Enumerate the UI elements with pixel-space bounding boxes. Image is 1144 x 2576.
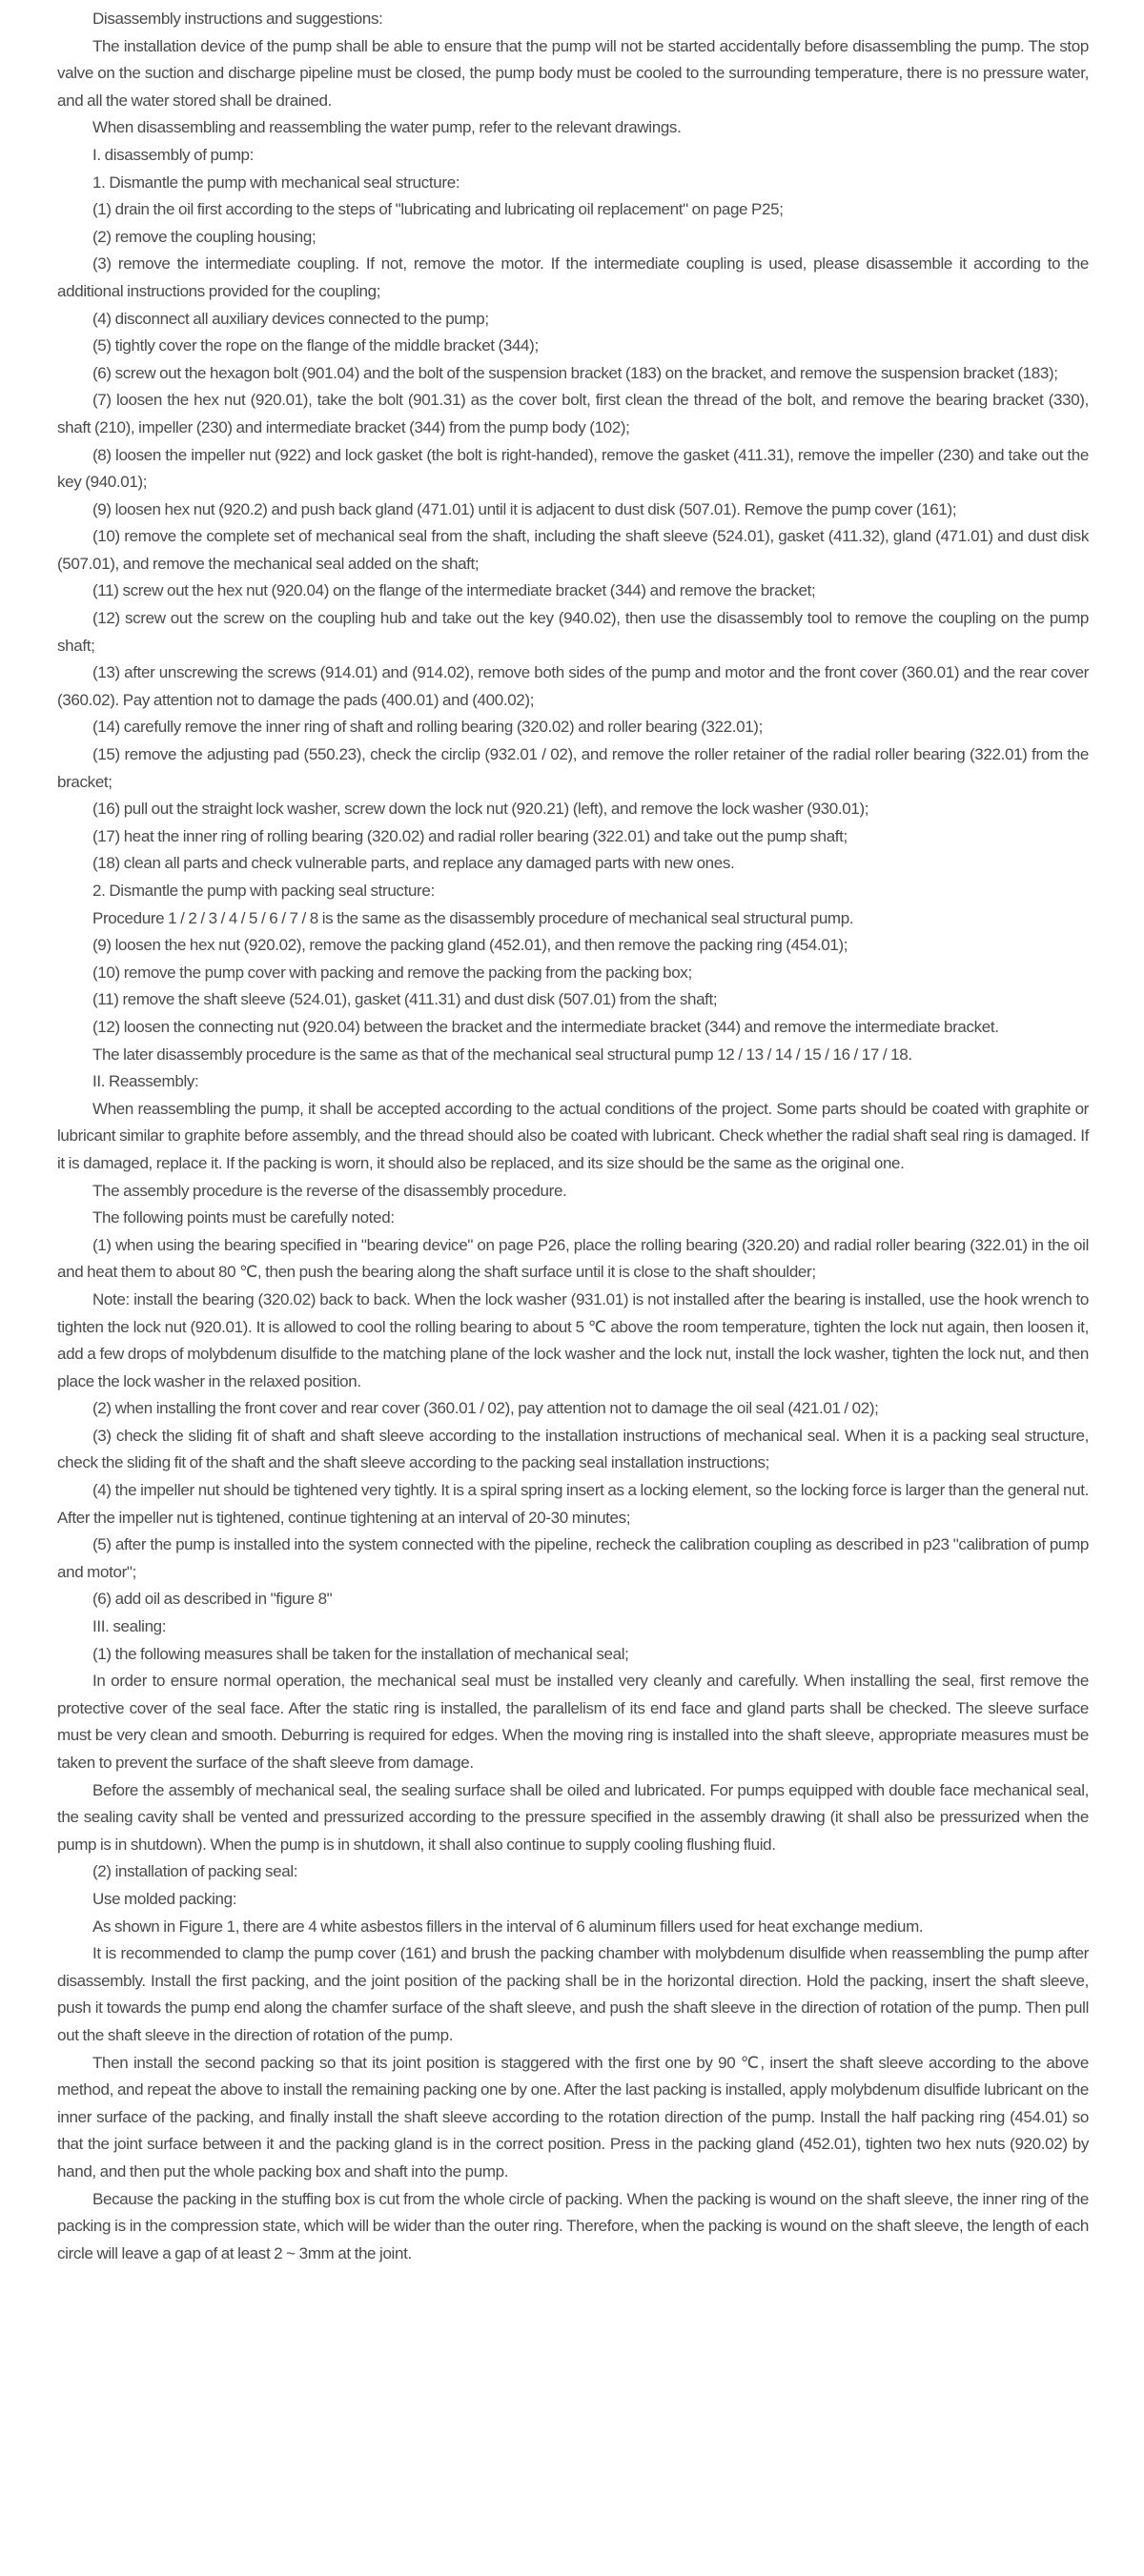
note-paragraph: Note: install the bearing (320.02) back to back. When the lock washer (931.01) is not installed after the bearing is installed, use the hook wrench to tighten the lock nut (920.01). It is allowed to cool the rolling bearing to about 5 ℃ above the room temperature, tighten the lock nut again, then loosen it, add a few drops of molybdenum disulfide to the matching plane of the lock washer and the lock nut, install the lock washer, tighten the lock nut, and then place the lock washer in the relaxed position.: [57, 1289, 1089, 1390]
paragraph: As shown in Figure 1, there are 4 white asbestos fillers in the interval of 6 aluminum fillers used for heat exchange medium.: [92, 1917, 924, 1936]
list-item: (2) remove the coupling housing;: [92, 227, 317, 246]
paragraph: Because the packing in the stuffing box is cut from the whole circle of packing. When the packing is wound on the shaft sleeve, the inner ring of the packing is in the compression state, which will be wider than the outer ring. Therefore, when the packing is wound on the shaft sleeve, the length of each circle will leave a gap of at least 2 ~ 3mm at the joint.: [57, 2189, 1089, 2262]
section-heading: II. Reassembly:: [92, 1072, 199, 1091]
list-item: (18) clean all parts and check vulnerable parts, and replace any damaged parts with new ones.: [92, 854, 735, 873]
list-item: (2) installation of packing seal:: [92, 1862, 298, 1881]
paragraph: Before the assembly of mechanical seal, the sealing surface shall be oiled and lubricated. For pumps equipped with double face mechanical seal, the sealing cavity shall be vented and pressurized according to the pressure specified in the assembly drawing (it shall also be pressurized when the pump is in shutdown). When the pump is in shutdown, it shall also continue to supply cooling flushing fluid.: [57, 1780, 1089, 1854]
paragraph: In order to ensure normal operation, the mechanical seal must be installed very cleanly and carefully. When installing the seal, first remove the protective cover of the seal face. After the static ring is installed, the parallelism of its end face and gland parts shall be checked. The sleeve surface must be very clean and smooth. Deburring is required for edges. When the moving ring is installed into the shaft sleeve, appropriate measures must be taken to prevent the surface of the shaft sleeve from damage.: [57, 1672, 1089, 1772]
list-item: (1) when using the bearing specified in "bearing device" on page P26, place the rolling bearing (320.20) and radial roller bearing (322.01) in the oil and heat them to about 80 ℃, then push the bearing along the shaft surface until it is close to the shaft shoulder;: [57, 1235, 1089, 1282]
list-item: (1) the following measures shall be taken for the installation of mechanical seal;: [92, 1644, 629, 1663]
list-item: (3) check the sliding fit of shaft and shaft sleeve according to the installation instructions of mechanical seal. When it is a packing seal structure, check the sliding fit of the shaft and the shaft sleeve according to the packing seal installation instructions;: [57, 1426, 1089, 1472]
list-item: (1) drain the oil first according to the steps of "lubricating and lubricating oil replacement" on page P25;: [92, 200, 784, 219]
section-heading: I. disassembly of pump:: [92, 145, 255, 164]
list-item: (14) carefully remove the inner ring of shaft and rolling bearing (320.02) and roller bearing (322.01);: [92, 718, 763, 737]
paragraph: It is recommended to clamp the pump cover (161) and brush the packing chamber with molybdenum disulfide when reassembling the pump after disassembly. Install the first packing, and the joint position of the packing shall be in the horizontal direction. Hold the packing, insert the shaft sleeve, push it towards the pump end along the chamfer surface of the shaft sleeve, and push the shaft sleeve in the direction of rotation of the pump. Then pull out the shaft sleeve in the direction of rotation of the pump.: [57, 1944, 1089, 2044]
list-item: (5) tightly cover the rope on the flange of the middle bracket (344);: [92, 336, 539, 355]
paragraph: The installation device of the pump shall be able to ensure that the pump will not be started accidentally before disassembling the pump. The stop valve on the suction and discharge pipeline must be closed, the pump body must be cooled to the surrounding temperature, there is no pressure water, and all the water stored shall be drained.: [57, 36, 1089, 110]
list-item: (10) remove the pump cover with packing and remove the packing from the packing box;: [92, 963, 692, 982]
list-item: (6) add oil as described in "figure 8": [92, 1590, 333, 1609]
list-item: (9) loosen hex nut (920.2) and push back gland (471.01) until it is adjacent to dust disk (507.01). Remove the pump cover (161);: [92, 499, 957, 518]
paragraph: When reassembling the pump, it shall be accepted according to the actual conditions of the project. Some parts should be coated with graphite or lubricant similar to graphite before assembly, and the thread should also be coated with lubricant. Check whether the radial shaft seal ring is damaged. If it is damaged, replace it. If the packing is worn, it should also be replaced, and its size should be the same as the original one.: [57, 1099, 1089, 1172]
list-item: (5) after the pump is installed into the system connected with the pipeline, recheck the calibration coupling as described in p23 "calibration of pump and motor";: [57, 1535, 1089, 1581]
list-item: (16) pull out the straight lock washer, screw down the lock nut (920.21) (left), and remove the lock washer (930.01);: [92, 800, 869, 819]
doc-heading: Disassembly instructions and suggestions:: [92, 10, 383, 28]
paragraph: Then install the second packing so that its joint position is staggered with the first one by 90 ℃, insert the shaft sleeve according to the above method, and repeat the above to install the remaining packing one by one. After the last packing is installed, apply molybdenum disulfide lubricant on the inner surface of the packing, and finally install the shaft sleeve according to the rotation direction of the pump. Install the half packing ring (454.01) so that the joint surface between it and the packing gland is in the correct position. Press in the packing gland (452.01), tighten two hex nuts (920.02) by hand, and then put the whole packing box and shaft into the pump.: [57, 2053, 1089, 2180]
list-item: (8) loosen the impeller nut (922) and lock gasket (the bolt is right-handed), remove the gasket (411.31), remove the impeller (230) and take out the key (940.01);: [57, 445, 1089, 492]
list-item: (15) remove the adjusting pad (550.23), check the circlip (932.01 / 02), and remove the roller retainer of the radial roller bearing (322.01) from the bracket;: [57, 745, 1089, 791]
paragraph: Use molded packing:: [92, 1889, 237, 1908]
list-item: (11) remove the shaft sleeve (524.01), gasket (411.31) and dust disk (507.01) from the shaft;: [92, 990, 718, 1009]
list-item: (11) screw out the hex nut (920.04) on the flange of the intermediate bracket (344) and remove the bracket;: [92, 581, 816, 600]
document-body: [57, 6, 1089, 2267]
list-item: (9) loosen the hex nut (920.02), remove the packing gland (452.01), and then remove the packing ring (454.01);: [92, 936, 848, 955]
list-item: (12) screw out the screw on the coupling hub and take out the key (940.02), then use the disassembly tool to remove the coupling on the pump shaft;: [57, 609, 1089, 655]
list-item: (17) heat the inner ring of rolling bearing (320.02) and radial roller bearing (322.01) and take out the pump shaft;: [92, 826, 848, 845]
paragraph: The later disassembly procedure is the same as that of the mechanical seal structural pump 12 / 13 / 14 / 15 / 16 / 17 / 18.: [92, 1045, 912, 1064]
paragraph: The assembly procedure is the reverse of the disassembly procedure.: [92, 1181, 567, 1200]
subsection-heading: 2. Dismantle the pump with packing seal structure:: [92, 882, 435, 900]
list-item: (2) when installing the front cover and rear cover (360.01 / 02), pay attention not to damage the oil seal (421.01 / 02);: [92, 1399, 879, 1418]
paragraph: The following points must be carefully noted:: [92, 1208, 395, 1227]
subsection-heading: 1. Dismantle the pump with mechanical seal structure:: [92, 172, 460, 192]
list-item: (3) remove the intermediate coupling. If not, remove the motor. If the intermediate coupling is used, please disassemble it according to the additional instructions provided for the coupling;: [57, 254, 1089, 300]
list-item: (12) loosen the connecting nut (920.04) between the bracket and the intermediate bracket (344) and remove the intermediate bracket.: [92, 1017, 999, 1036]
list-item: (10) remove the complete set of mechanical seal from the shaft, including the shaft sleeve (524.01), gasket (411.32), gland (471.01) and dust disk (507.01), and remove the mechanical seal added on the shaft;: [57, 527, 1089, 573]
section-heading: III. sealing:: [92, 1617, 167, 1636]
paragraph: When disassembling and reassembling the water pump, refer to the relevant drawings.: [92, 118, 682, 137]
list-item: (7) loosen the hex nut (920.01), take the bolt (901.31) as the cover bolt, first clean the thread of the bolt, and remove the bearing bracket (330), shaft (210), impeller (230) and intermediate bracket (344) from the pump body (102);: [57, 391, 1089, 436]
list-item: (13) after unscrewing the screws (914.01) and (914.02), remove both sides of the pump and motor and the front cover (360.01) and the rear cover (360.02). Pay attention not to damage the pads (400.01) and (400.02);: [57, 663, 1089, 709]
list-item: (6) screw out the hexagon bolt (901.04) and the bolt of the suspension bracket (183) on the bracket, and remove the suspension bracket (183);: [92, 363, 1058, 382]
list-item: (4) the impeller nut should be tightened very tightly. It is a spiral spring insert as a locking element, so the locking force is larger than the general nut. After the impeller nut is tightened, continue tightening at an interval of 20-30 minutes;: [57, 1481, 1089, 1527]
list-item: (4) disconnect all auxiliary devices connected to the pump;: [92, 309, 489, 328]
paragraph: Procedure 1 / 2 / 3 / 4 / 5 / 6 / 7 / 8 is the same as the disassembly procedure of mechanical seal structural pump.: [92, 908, 854, 927]
